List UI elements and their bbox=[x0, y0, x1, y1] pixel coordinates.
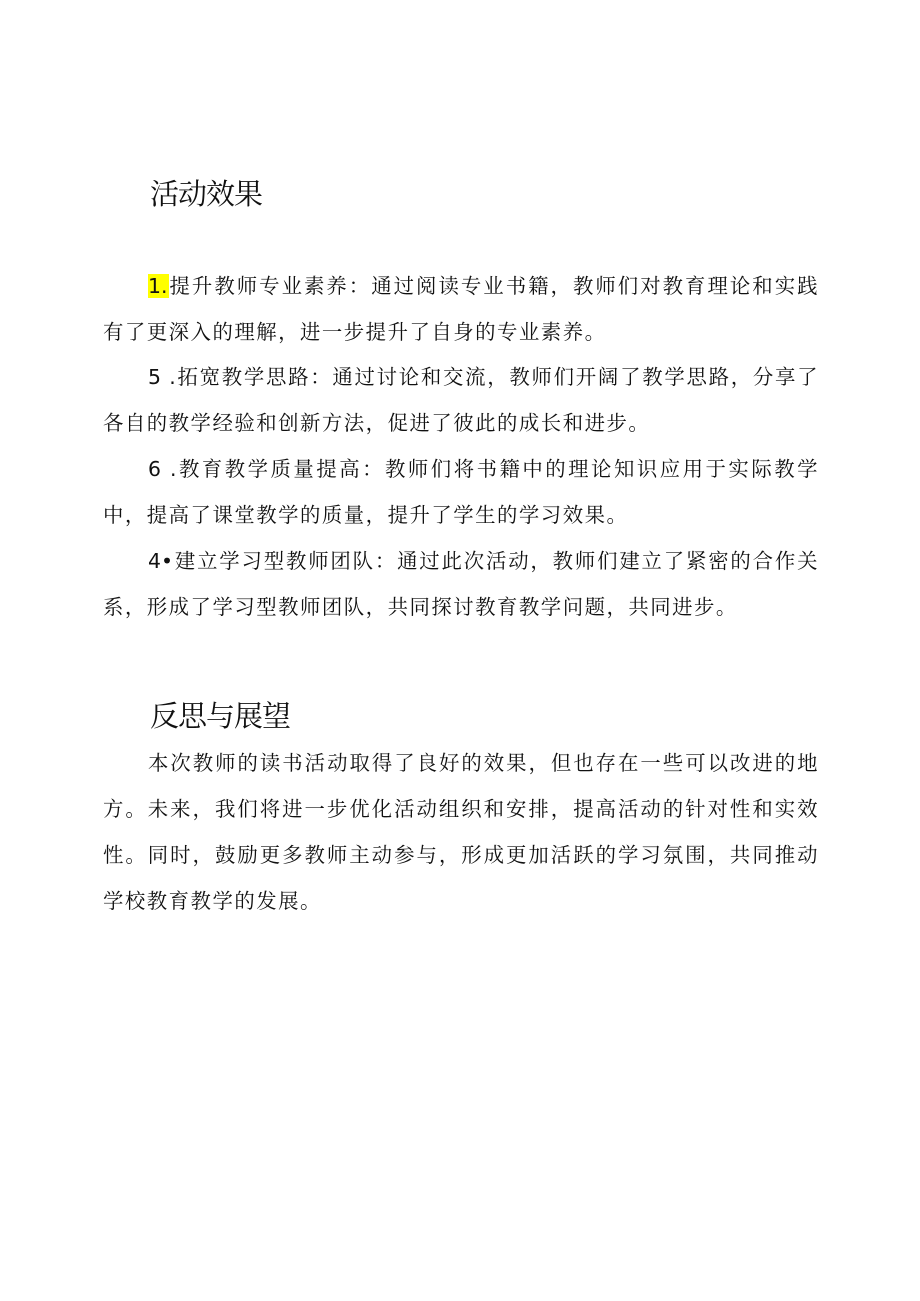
section-title-reflection: 反思与展望 bbox=[150, 699, 291, 733]
item-separator: . bbox=[160, 274, 169, 298]
item-text: 拓宽教学思路：通过讨论和交流，教师们开阔了教学思路，分享了各自的教学经验和创新方法，促进了彼此的成长和进步。 bbox=[103, 365, 820, 435]
item-number: 6 bbox=[148, 457, 161, 481]
effect-item-2 bbox=[103, 354, 819, 446]
effect-item-3 bbox=[103, 446, 819, 538]
item-number: 5 bbox=[148, 365, 161, 389]
item-number-highlighted: 1 bbox=[148, 274, 161, 298]
section-title-effect: 活动效果 bbox=[150, 177, 263, 211]
item-separator: . bbox=[160, 365, 178, 389]
item-text: 建立学习型教师团队：通过此次活动，教师们建立了紧密的合作关系，形成了学习型教师团队，共同探讨教育教学问题，共同进步。 bbox=[103, 549, 819, 619]
item-number: 4 bbox=[148, 549, 161, 573]
item-text: 提升教师专业素养：通过阅读专业书籍，教师们对教育理论和实践有了更深入的理解，进一步提升了自身的专业素养。 bbox=[103, 274, 819, 344]
effect-item-4 bbox=[103, 538, 819, 630]
effect-item-1 bbox=[103, 263, 819, 355]
reflection-paragraph: 本次教师的读书活动取得了良好的效果，但也存在一些可以改进的地方。未来，我们将进一步优化活动组织和安排，提高活动的针对性和实效性。同时，鼓励更多教师主动参与，形成更加活跃的学习氛围，共同推动学校教育教学的发展。 bbox=[103, 751, 819, 913]
item-text: 教育教学质量提高：教师们将书籍中的理论知识应用于实际教学中，提高了课堂教学的质量，提升了学生的学习效果。 bbox=[103, 457, 819, 527]
item-separator: • bbox=[160, 549, 175, 573]
item-separator: . bbox=[160, 457, 178, 481]
